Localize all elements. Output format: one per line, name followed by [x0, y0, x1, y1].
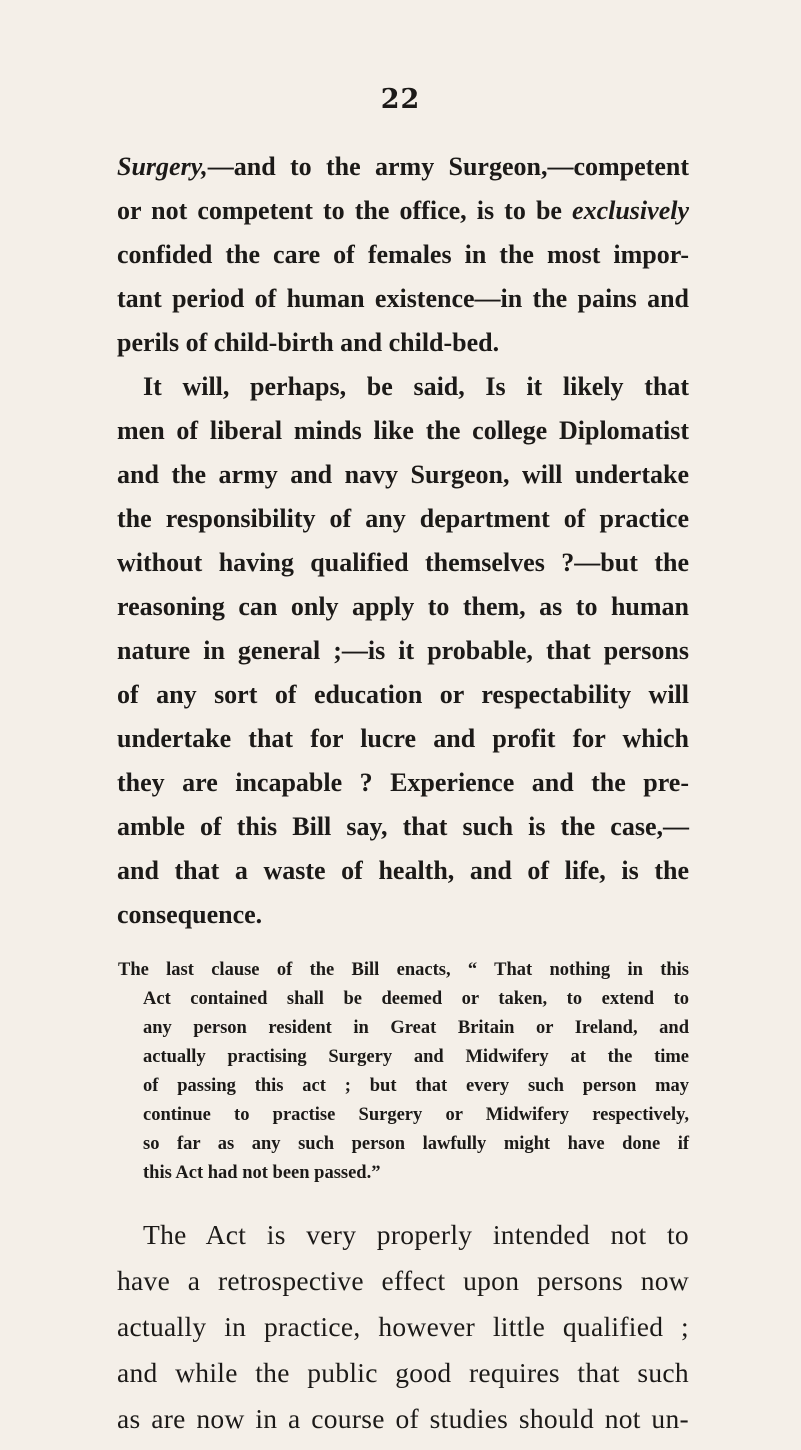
quote-line: The last clause of the Bill enacts, “ That nothing in this: [118, 960, 689, 980]
text-line: and while the public good requires that such: [117, 1357, 689, 1388]
text-line: the responsibility of any department of practice: [117, 504, 689, 533]
text-line: [117, 150, 689, 188]
text-line: nature in general ;—is it probable, that persons: [117, 636, 689, 665]
text-line: of any sort of education or respectability will: [117, 680, 689, 709]
italic-word: exclusively: [572, 196, 689, 225]
quote-line: of passing this act ; but that every such person may: [143, 1076, 689, 1096]
quote-line: continue to practise Surgery or Midwifery respectively,: [143, 1105, 689, 1125]
text-span: or not competent to the office, is to be: [117, 196, 573, 225]
text-line: confided the care of females in the most impor-: [117, 240, 689, 269]
text-line: amble of this Bill say, that such is the case,—: [117, 812, 689, 841]
text-line: have a retrospective effect upon persons now: [117, 1265, 689, 1296]
text-line: consequence.: [117, 900, 263, 929]
text-line: reasoning can only apply to them, as to human: [117, 592, 689, 621]
quote-line: this Act had not been passed.”: [143, 1163, 381, 1183]
page-number: 22: [380, 84, 421, 115]
text-line: tant period of human existence—in the pains and: [117, 284, 689, 313]
text-line: as are now in a course of studies should not un-: [117, 1403, 689, 1434]
text-line: [117, 194, 689, 232]
text-line: without having qualified themselves ?—but the: [117, 548, 689, 577]
text-line: and that a waste of health, and of life, is the: [117, 856, 689, 885]
text-line: men of liberal minds like the college Diplomatist: [117, 416, 689, 445]
quote-line: actually practising Surgery and Midwifery at the time: [143, 1047, 689, 1067]
text-line: and the army and navy Surgeon, will undertake: [117, 460, 689, 489]
text-line: undertake that for lucre and profit for which: [117, 724, 689, 753]
quote-line: Act contained shall be deemed or taken, to extend to: [143, 989, 689, 1009]
italic-word: Surgery,: [117, 152, 208, 181]
text-line: The Act is very properly intended not to: [143, 1219, 689, 1250]
quote-line: any person resident in Great Britain or Ireland, and: [143, 1018, 689, 1038]
text-line: actually in practice, however little qualified ;: [117, 1311, 689, 1342]
text-line: they are incapable ? Experience and the pre-: [117, 768, 689, 797]
text-line: perils of child-birth and child-bed.: [117, 328, 500, 357]
text-line: It will, perhaps, be said, Is it likely that: [143, 372, 689, 401]
quote-line: so far as any such person lawfully might have done if: [143, 1134, 689, 1154]
text-span: —and to the army Surgeon,—competent: [207, 152, 689, 181]
